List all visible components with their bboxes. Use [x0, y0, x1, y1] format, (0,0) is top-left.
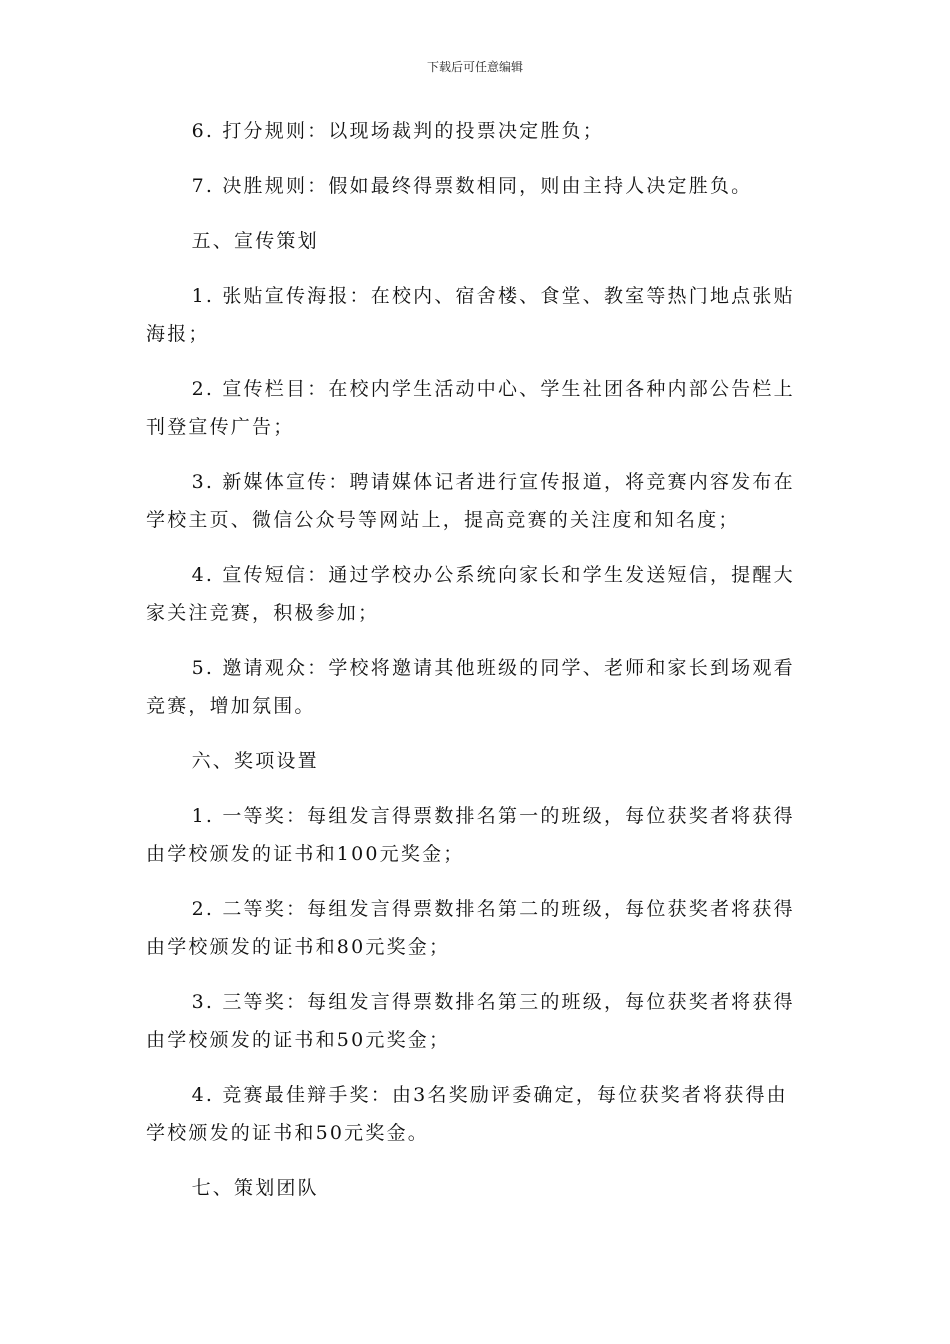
publicity-item-2: 2. 宣传栏目：在校内学生活动中心、学生社团各种内部公告栏上刊登宣传广告； — [146, 378, 795, 438]
award-item-1: 1. 一等奖：每组发言得票数排名第一的班级，每位获奖者将获得由学校颁发的证书和100元奖金； — [146, 805, 795, 865]
section-heading-team: 七、策划团队 — [191, 1177, 319, 1199]
award-item-4: 4. 竞赛最佳辩手奖：由3名奖励评委确定，每位获奖者将获得由学校颁发的证书和50元奖金。 — [146, 1084, 788, 1144]
rule-item-7: 7. 决胜规则：假如最终得票数相同，则由主持人决定胜负。 — [191, 175, 753, 197]
rule-item-6: 6. 打分规则：以现场裁判的投票决定胜负； — [191, 120, 604, 142]
award-item-2: 2. 二等奖：每组发言得票数排名第二的班级，每位获奖者将获得由学校颁发的证书和80元奖金； — [146, 898, 795, 958]
publicity-item-3: 3. 新媒体宣传：聘请媒体记者进行宣传报道，将竞赛内容发布在学校主页、微信公众号等网站上，提高竞赛的关注度和知名度； — [146, 471, 795, 531]
header-note: 下载后可任意编辑 — [426, 60, 523, 74]
award-item-3: 3. 三等奖：每组发言得票数排名第三的班级，每位获奖者将获得由学校颁发的证书和50元奖金； — [146, 991, 795, 1051]
document-body — [146, 112, 806, 1224]
publicity-item-4: 4. 宣传短信：通过学校办公系统向家长和学生发送短信，提醒大家关注竞赛，积极参加； — [146, 564, 795, 624]
publicity-item-5: 5. 邀请观众：学校将邀请其他班级的同学、老师和家长到场观看竞赛，增加氛围。 — [146, 657, 795, 717]
section-heading-awards: 六、奖项设置 — [191, 750, 319, 772]
section-heading-publicity: 五、宣传策划 — [191, 230, 319, 252]
publicity-item-1: 1. 张贴宣传海报：在校内、宿舍楼、食堂、教室等热门地点张贴海报； — [146, 285, 795, 345]
